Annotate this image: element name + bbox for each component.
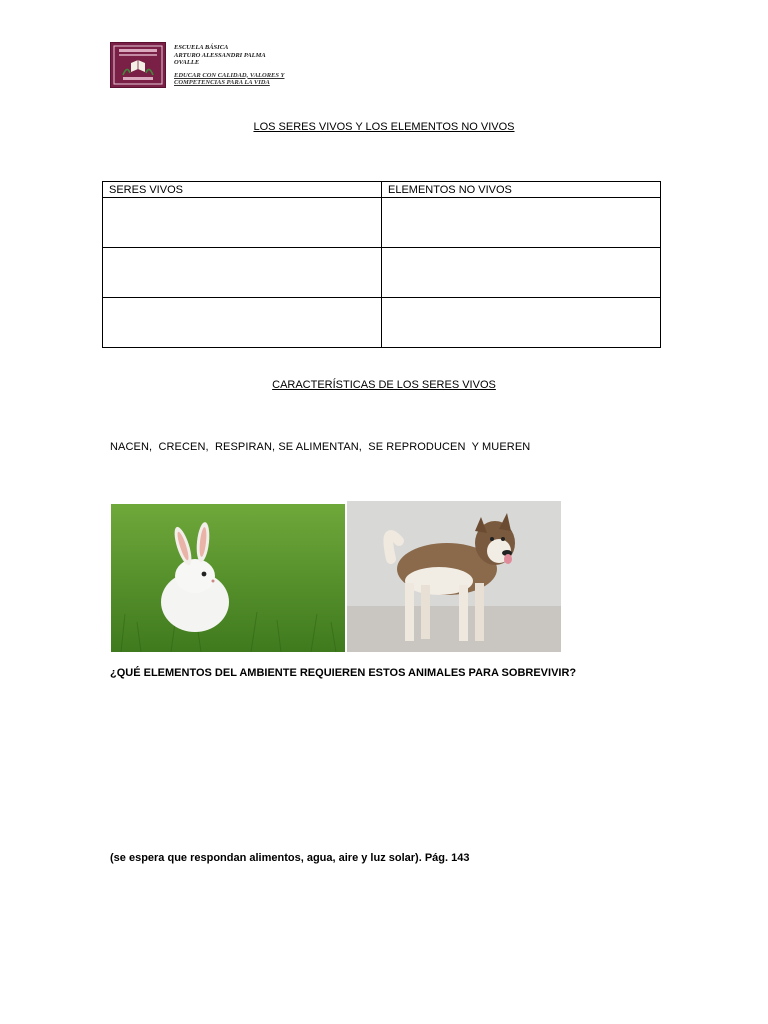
school-crest-logo <box>110 42 166 88</box>
school-line-2: ARTURO ALESSANDRI PALMA <box>174 51 266 59</box>
table-cell[interactable] <box>103 248 382 298</box>
crest-emblem-icon <box>111 43 165 87</box>
table-row <box>103 198 661 248</box>
table-row <box>103 248 661 298</box>
table-cell[interactable] <box>382 298 661 348</box>
header-seres-vivos: SERES VIVOS <box>103 182 382 198</box>
school-name-block <box>174 44 314 87</box>
table-cell[interactable] <box>382 248 661 298</box>
table-cell[interactable] <box>382 198 661 248</box>
table-cell[interactable] <box>103 298 382 348</box>
school-line-3: OVALLE <box>174 59 200 66</box>
motto-line-2: COMPETENCIAS PARA LA VIDA <box>174 79 270 86</box>
question-text: ¿QUÉ ELEMENTOS DEL AMBIENTE REQUIEREN ESTOS ANIMALES PARA SOBREVIVIR? <box>110 667 577 679</box>
classification-table <box>102 181 661 348</box>
school-line-1: ESCUELA BÁSICA <box>174 44 229 51</box>
dog-photo <box>347 501 561 652</box>
expected-answer-note: (se espera que respondan alimentos, agua, aire y luz solar). Pág. 143 <box>110 852 470 864</box>
rabbit-photo <box>111 504 345 652</box>
page-title: LOS SERES VIVOS Y LOS ELEMENTOS NO VIVOS <box>253 121 515 133</box>
header-elementos-no-vivos: ELEMENTOS NO VIVOS <box>382 182 661 198</box>
school-motto <box>174 72 314 87</box>
table-header-row <box>103 182 661 198</box>
motto-line-1: EDUCAR CON CALIDAD, VALORES Y <box>174 71 285 79</box>
traits-line: NACEN, CRECEN, RESPIRAN, SE ALIMENTAN, SE REPRODUCEN Y MUEREN <box>110 441 531 453</box>
table-row <box>103 298 661 348</box>
table-cell[interactable] <box>103 198 382 248</box>
section-subtitle: CARACTERÍSTICAS DE LOS SERES VIVOS <box>272 379 496 391</box>
